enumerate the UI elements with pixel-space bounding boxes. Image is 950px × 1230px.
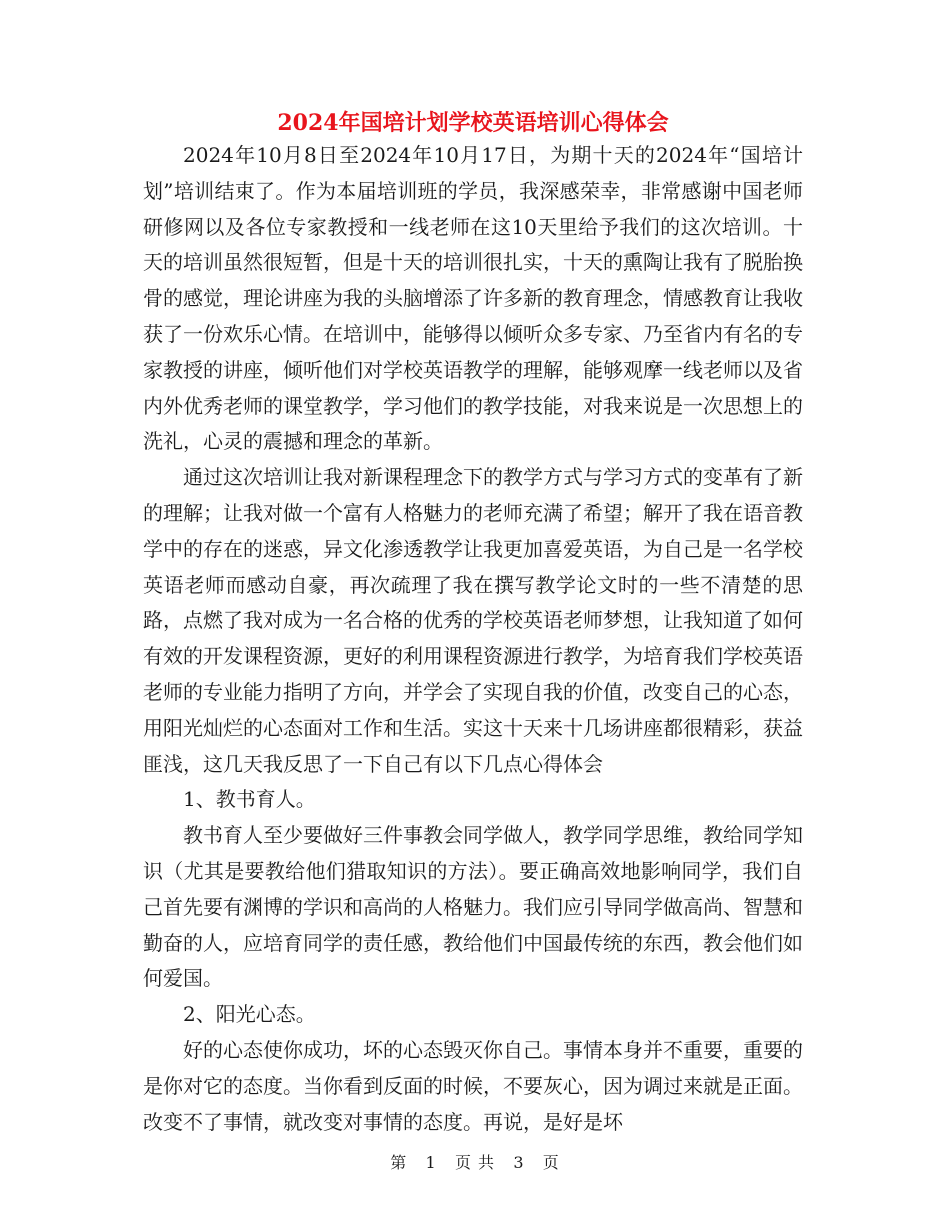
footer-of-label: 页 共	[454, 1153, 496, 1172]
paragraph-teaching: 教书育人至少要做好三件事教会同学做人，教学同学思维，教给同学知识（尤其是要教给他们猎取知识的方法）。要正确高效地影响同学，我们自己首先要有渊博的学识和高尚的人格魅力。我们应引导同学做高尚、智慧和勤奋的人，应培育同学的责任感，教给他们中国最传统的东西，教会他们如何爱国。	[143, 823, 803, 991]
paragraph-intro: 2024年10月8日至2024年10月17日，为期十天的2024年“国培计划”培训结束了。作为本届培训班的学员，我深感荣幸，非常感谢中国老师研修网以及各位专家教授和一线老师在这10天里给予我们的这次培训。十天的培训虽然很短暂，但是十天的培训很扎实，十天的熏陶让我有了脱胎换骨的感觉，理论讲座为我的头脑增添了许多新的教育理念，情感教育让我收获了一份欢乐心情。在培训中，能够得以倾听众多专家、乃至省内有名的专家教授的讲座，倾听他们对学校英语教学的理解，能够观摩一线老师以及省内外优秀老师的课堂教学，学习他们的教学技能，对我来说是一次思想上的洗礼，心灵的震撼和理念的革新。	[143, 143, 803, 454]
document-title: 2024年国培计划学校英语培训心得体会	[277, 110, 669, 136]
footer-end-label: 页	[542, 1153, 560, 1172]
footer-current-page: 1	[425, 1153, 437, 1172]
footer-total-pages: 3	[513, 1153, 525, 1172]
footer-page-label: 第	[390, 1153, 408, 1172]
paragraph-reflection: 通过这次培训让我对新课程理念下的教学方式与学习方式的变革有了新的理解；让我对做一个富有人格魅力的老师充满了希望；解开了我在语音教学中的存在的迷惑，异文化渗透教学让我更加喜爱英语，为自己是一名学校英语老师而感动自豪，再次疏理了我在撰写教学论文时的一些不清楚的思路，点燃了我对成为一名合格的优秀的学校英语老师梦想，让我知道了如何有效的开发课程资源，更好的利用课程资源进行教学，为培育我们学校英语老师的专业能力指明了方向，并学会了实现自我的价值，改变自己的心态，用阳光灿烂的心态面对工作和生活。实这十天来十几场讲座都很精彩，获益匪浅，这几天我反思了一下自己有以下几点心得体会	[143, 465, 803, 776]
document-body	[143, 108, 803, 1140]
section-heading-1: 1、教书育人。	[183, 787, 316, 812]
paragraph-mindset: 好的心态使你成功，坏的心态毁灭你自己。事情本身并不重要，重要的是你对它的态度。当你看到反面的时候，不要灰心，因为调过来就是正面。改变不了事情，就改变对事情的态度。再说，是好是坏	[143, 1037, 803, 1134]
section-heading-2: 2、阳光心态。	[183, 1002, 316, 1027]
page-footer	[0, 1152, 950, 1174]
